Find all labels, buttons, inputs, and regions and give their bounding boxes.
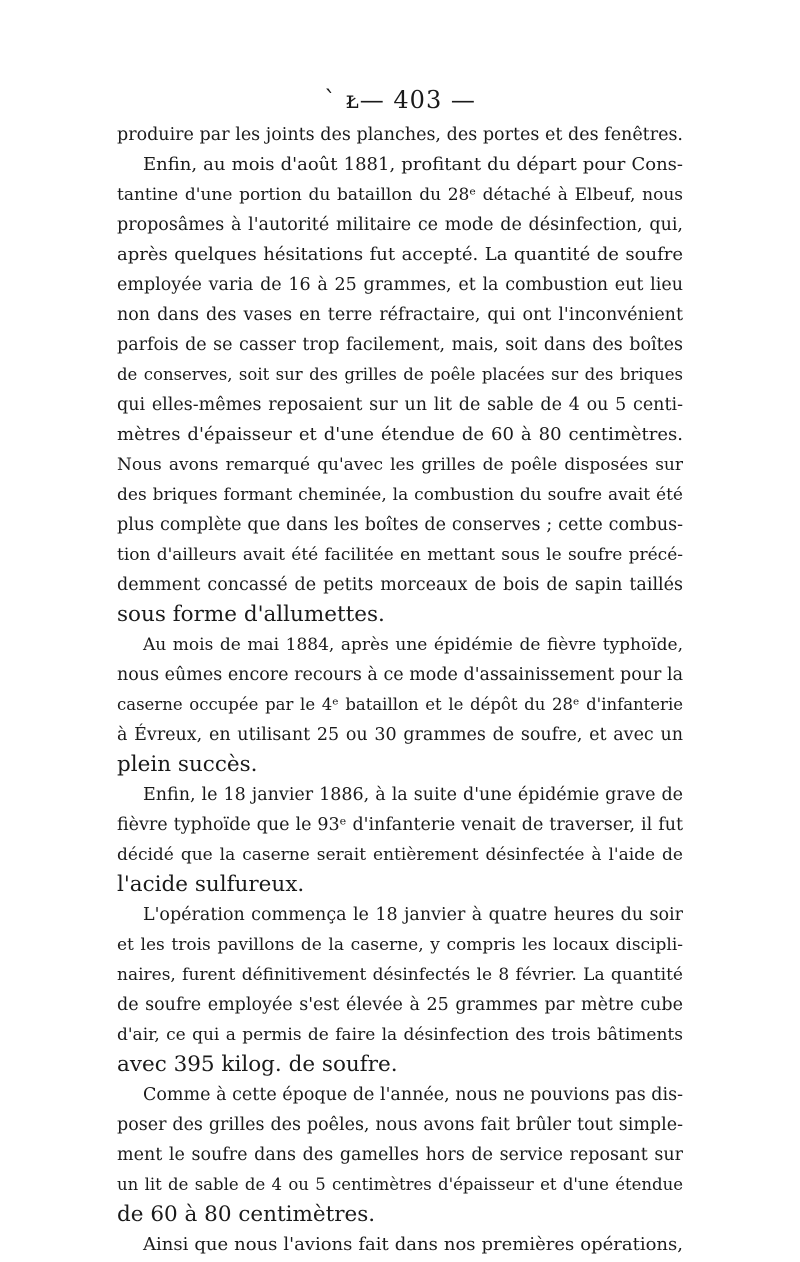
text-line: tion d'ailleurs avait été facilitée en mettant sous le soufre précé- <box>117 545 683 565</box>
text-line: Ainsi que nous l'avions fait dans nos premières opérations, <box>143 1234 683 1255</box>
text-line: de conserves, soit sur des grilles de poêle placées sur des briques <box>117 365 683 384</box>
text-line: caserne occupée par le 4ᵉ bataillon et le dépôt du 28ᵉ d'infanterie <box>117 695 683 714</box>
text-line: Enfin, le 18 janvier 1886, à la suite d'une épidémie grave de <box>143 785 683 805</box>
text-line: après quelques hésitations fut accepté. La quantité de soufre <box>117 244 683 265</box>
text-line: L'opération commença le 18 janvier à quatre heures du soir <box>143 905 683 925</box>
text-line: plus complète que dans les boîtes de conserves ; cette combus- <box>117 515 683 535</box>
text-line: Nous avons remarqué qu'avec les grilles de poêle disposées sur <box>117 455 683 475</box>
text-line: de 60 à 80 centimètres. <box>117 1202 376 1227</box>
text-line: sous forme d'allumettes. <box>117 602 385 627</box>
text-line: à Évreux, en utilisant 25 ou 30 grammes de soufre, et avec un <box>117 725 683 745</box>
text-line: de soufre employée s'est élevée à 25 grammes par mètre cube <box>117 995 683 1015</box>
text-line: d'air, ce qui a permis de faire la désinfection des trois bâtiments <box>117 1025 683 1045</box>
text-line: naires, furent définitivement désinfectés le 8 février. La quantité <box>117 965 683 985</box>
text-line: qui elles-mêmes reposaient sur un lit de sable de 4 ou 5 centi- <box>117 395 683 415</box>
text-line: non dans des vases en terre réfractaire, qui ont l'inconvénient <box>117 305 683 325</box>
text-line: employée varia de 16 à 25 grammes, et la combustion eut lieu <box>117 275 683 295</box>
text-line: décidé que la caserne serait entièrement désinfectée à l'aide de <box>117 845 683 865</box>
text-line: un lit de sable de 4 ou 5 centimètres d'épaisseur et d'une étendue <box>117 1175 683 1194</box>
text-line: parfois de se casser trop facilement, mais, soit dans des boîtes <box>117 335 683 355</box>
body-text <box>117 120 683 1260</box>
text-line: des briques formant cheminée, la combustion du soufre avait été <box>117 485 683 505</box>
page-number-header: ` ᴌ— 403 — <box>324 86 476 114</box>
text-line: proposâmes à l'autorité militaire ce mode de désinfection, qui, <box>117 215 683 235</box>
text-line: mètres d'épaisseur et d'une étendue de 60 à 80 centimètres. <box>117 424 683 445</box>
text-line: avec 395 kilog. de soufre. <box>117 1052 398 1077</box>
text-line: nous eûmes encore recours à ce mode d'assainissement pour la <box>117 665 683 685</box>
text-line: poser des grilles des poêles, nous avons fait brûler tout simple- <box>117 1115 683 1135</box>
text-line: tantine d'une portion du bataillon du 28ᵉ détaché à Elbeuf, nous <box>117 185 683 205</box>
text-line: Enfin, au mois d'août 1881, profitant du départ pour Cons- <box>143 154 683 175</box>
text-line: plein succès. <box>117 752 258 777</box>
text-line: Comme à cette époque de l'année, nous ne pouvions pas dis- <box>143 1085 683 1105</box>
text-line: ment le soufre dans des gamelles hors de service reposant sur <box>117 1145 683 1165</box>
text-line: l'acide sulfureux. <box>117 872 305 897</box>
text-line: et les trois pavillons de la caserne, y compris les locaux discipli- <box>117 935 683 955</box>
text-line: produire par les joints des planches, des portes et des fenêtres. <box>117 125 683 145</box>
text-line: Au mois de mai 1884, après une épidémie de fièvre typhoïde, <box>143 635 683 655</box>
text-line: demment concassé de petits morceaux de bois de sapin taillés <box>117 575 683 595</box>
text-line: fièvre typhoïde que le 93ᵉ d'infanterie venait de traverser, il fut <box>117 815 683 835</box>
